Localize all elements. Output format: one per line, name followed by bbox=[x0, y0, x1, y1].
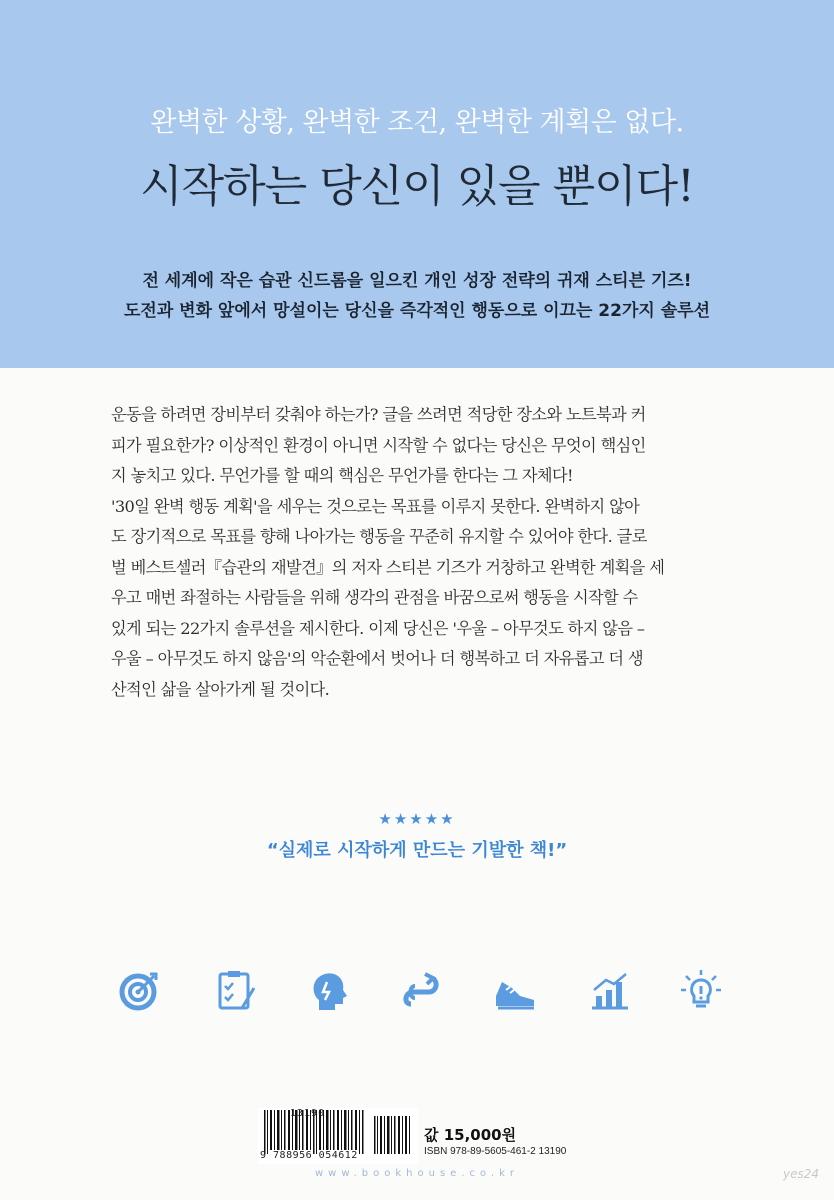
subheadline-2: 도전과 변화 앞에서 망설이는 당신을 즉각적인 행동으로 이끄는 22가지 솔루션 bbox=[123, 301, 710, 321]
publisher-website: www.bookhouse.co.kr bbox=[314, 1168, 520, 1179]
price-label: 값 15,000원 bbox=[424, 1126, 517, 1144]
body-line: 운동을 하려면 장비부터 갖춰야 하는가? 글을 쓰려면 적당한 장소와 노트북과 커 bbox=[111, 405, 646, 424]
body-line: 도 장기적으로 목표를 향해 나아가는 행동을 꾸준히 유지할 수 있어야 한다. 글로 bbox=[111, 527, 647, 546]
barcode-addon: 13190 bbox=[290, 1108, 326, 1119]
icon-row bbox=[112, 968, 722, 1020]
rating-stars: ★★★★★ bbox=[378, 810, 456, 828]
body-line: '30일 완벽 행동 계획'을 세우는 것으로는 목표를 이루지 못한다. 완벽하지 않아 bbox=[111, 496, 640, 516]
loop-icon bbox=[399, 968, 445, 1014]
target-icon bbox=[116, 968, 162, 1014]
isbn-label: ISBN 978-89-5605-461-2 13190 bbox=[424, 1146, 567, 1157]
body-line: 우울 – 아무것도 하지 않음'의 악순환에서 벗어나 더 행복하고 더 자유롭고 더 생 bbox=[111, 649, 644, 668]
lightbulb-icon bbox=[678, 968, 724, 1014]
body-line: 피가 필요한가? 이상적인 환경이 아니면 시작할 수 없다는 당신은 무엇이 핵심인 bbox=[111, 435, 646, 455]
sneaker-icon bbox=[492, 968, 538, 1014]
body-line: 지 놓치고 있다. 무언가를 할 때의 핵심은 무언가를 한다는 그 자체다! bbox=[111, 466, 573, 485]
subheadline-1: 전 세계에 작은 습관 신드롬을 일으킨 개인 성장 전략의 귀재 스티븐 기즈! bbox=[142, 271, 692, 291]
headline-tagline: 완벽한 상황, 완벽한 조건, 완벽한 계획은 없다. bbox=[150, 107, 684, 138]
retailer-stamp: yes24 bbox=[783, 1167, 820, 1181]
review-quote: “실제로 시작하게 만드는 기발한 책!” bbox=[266, 840, 568, 861]
barcode-number: 9 788956 054612 bbox=[260, 1150, 358, 1161]
body-line: 우고 매번 좌절하는 사람들을 위해 생각의 관점을 바꿈으로써 행동을 시작할 수 bbox=[111, 588, 638, 607]
body-line: 있게 되는 22가지 솔루션을 제시한다. 이제 당신은 '우울 – 아무것도 하지 않음 – bbox=[111, 618, 645, 638]
body-line: 벌 베스트셀러『습관의 재발견』의 저자 스티븐 기즈가 거창하고 완벽한 계획을 세 bbox=[111, 557, 665, 577]
checklist-icon bbox=[212, 968, 258, 1014]
body-line: 산적인 삶을 살아가게 될 것이다. bbox=[111, 679, 330, 699]
body-paragraph bbox=[111, 400, 724, 705]
headline-main: 시작하는 당신이 있을 뿐이다! bbox=[140, 161, 694, 212]
growth-chart-icon bbox=[586, 968, 632, 1014]
head-idea-icon bbox=[305, 968, 351, 1014]
